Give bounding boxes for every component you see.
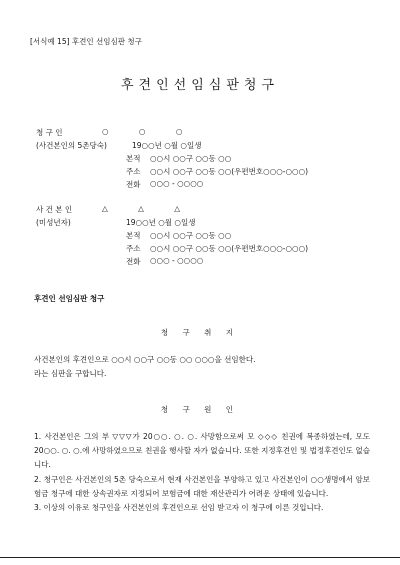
claimant-name: ○ ○ ○ [102,127,197,136]
claimant-phone-label: 전화 [126,180,141,189]
case-name: 후견인 선임심판 청구 [34,294,105,303]
subject-address: ○○시 ○○구 ○○동 ○○(우편번호○○○-○○○) [150,244,309,253]
subject-birth: 19○○년 ○월 ○일생 [126,218,196,227]
document-title: 후견인선임심판청구 [120,78,280,93]
subject-phone: ○○○ - ○○○○ [150,256,204,265]
purpose-line-1: 사건본인의 후견인으로 ○○시 ○○구 ○○동 ○○ ○○○을 선임한다. [34,355,256,364]
purpose-line-2: 라는 심판을 구합니다. [34,369,107,378]
subject-address-label: 주소 [126,244,141,253]
claimant-domicile-label: 본적 [126,154,141,163]
subject-domicile-label: 본적 [126,231,141,240]
claimant-address-label: 주소 [126,167,141,176]
reason-item: 1. 사건본인은 그의 부 ▽▽▽가 20○○. ○. ○. 사망함으로써 모 ◇◇◇ 친권에 복종하였는데, 모도 20○○. ○. ○.에 사망하였으므로 친권을 행사할 자가 없습니다. 또한 지정후견인 및 법정후견인도 없습니다. [34,432,370,470]
reasons-list [34,430,370,515]
claimant-relation: (사건본인의 5촌당숙) [36,141,107,150]
claimant-address: ○○시 ○○구 ○○동 ○○(우편번호○○○-○○○) [150,167,309,176]
subject-relation: (미성년자) [36,218,71,227]
purpose-heading: 청 구 취 지 [160,328,240,337]
subject-name: △ △ △ [102,204,195,213]
claimant-label: 청 구 인 [36,128,63,137]
bottom-rule [0,557,400,558]
subject-phone-label: 전화 [126,257,141,266]
form-number: [서식예 15] 후견인 선임심판 청구 [30,37,142,46]
claimant-birth: 19○○년 ○월 ○일생 [132,141,202,150]
reason-item: 3. 이상의 이유로 청구인을 사건본인의 후견인으로 선임 받고자 이 청구에 이른 것입니다. [34,503,324,513]
subject-label: 사 건 본 인 [36,205,73,214]
claimant-phone: ○○○ - ○○○○ [150,179,204,188]
subject-domicile: ○○시 ○○구 ○○동 ○○ [150,231,232,240]
reason-item: 2. 청구인은 사건본인의 5촌 당숙으로서 현재 사건본인을 부양하고 있고 사건본인이 ○○생명에서 암보험금 청구에 대한 상속권자로 지정되어 보험금에 대한 재산관리가 어려운 상태에 있습니다. [34,474,370,498]
claimant-domicile: ○○시 ○○구 ○○동 ○○ [150,154,232,163]
reason-heading: 청 구 원 인 [160,405,240,414]
